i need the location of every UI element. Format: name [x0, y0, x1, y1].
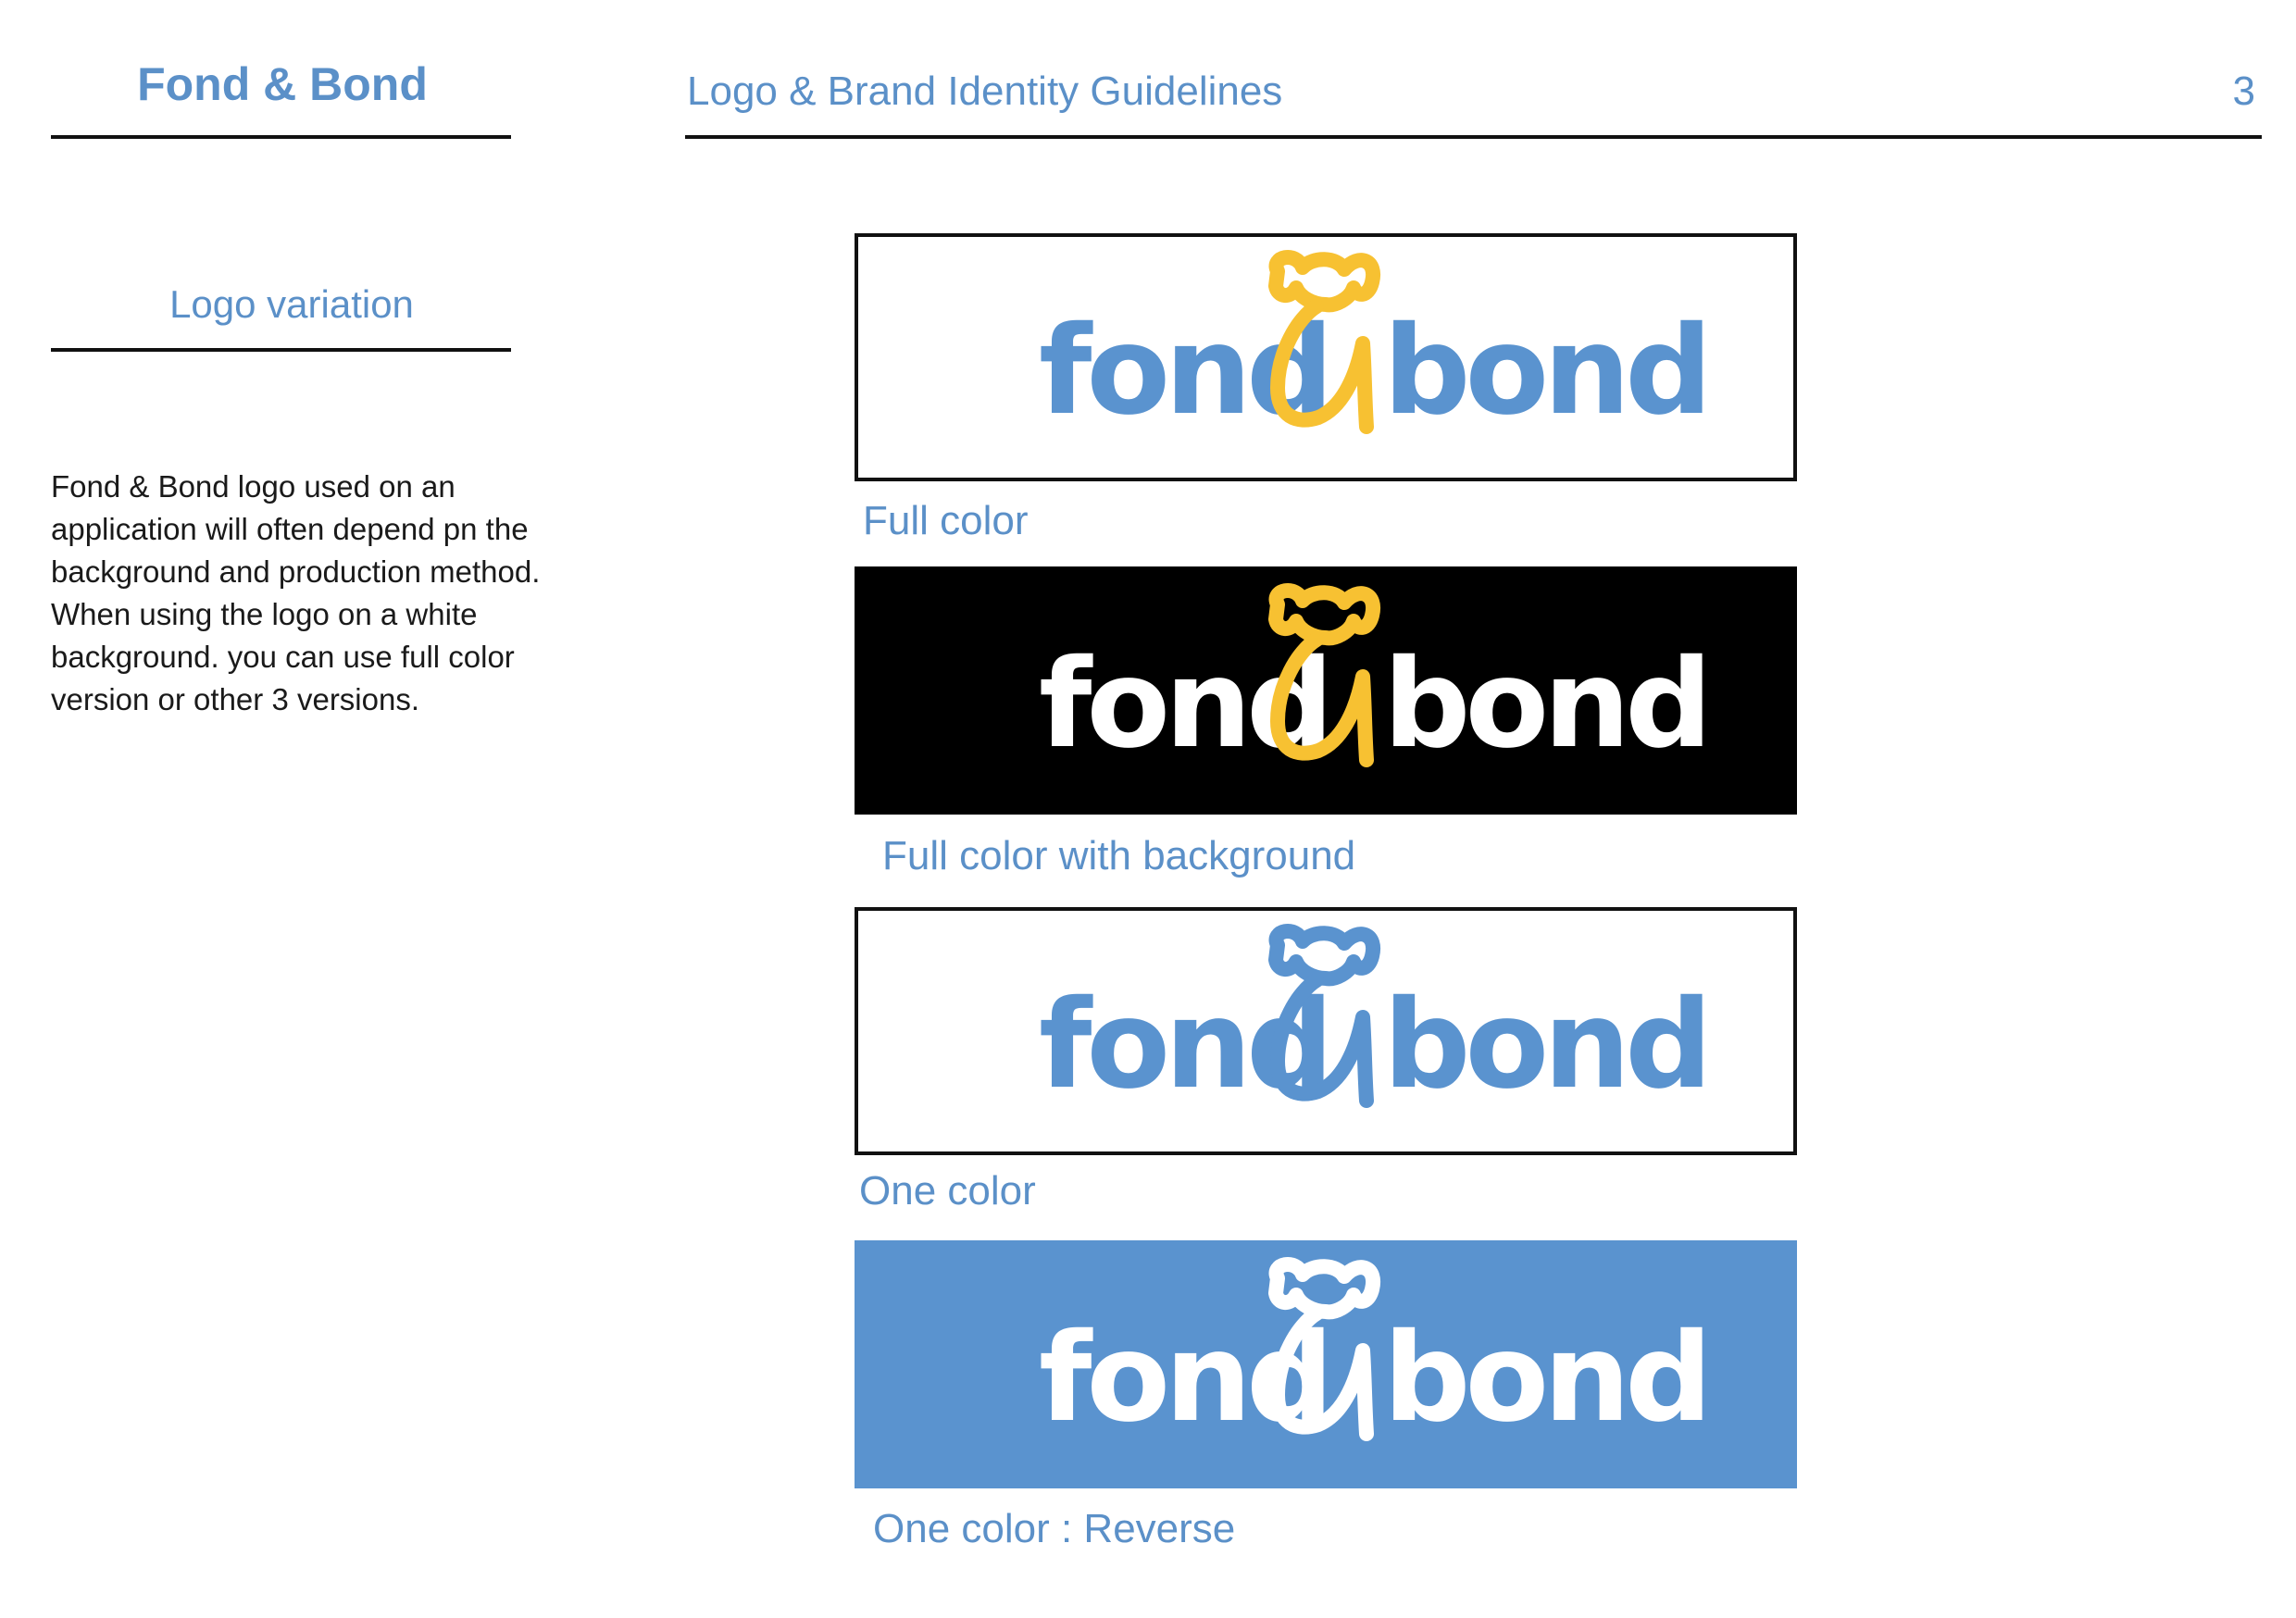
logo-word-left: fond — [1039, 974, 1329, 1116]
logo-word-right: bond — [1383, 1307, 1707, 1450]
description-text: Fond & Bond logo used on an application will often depend pn the background and production method. When using the logo on a white background. you can use full color version or other 3 versions. — [51, 469, 541, 716]
logo-panel-full-color — [855, 233, 1797, 481]
section-divider — [51, 348, 511, 352]
logo-word-right: bond — [1383, 974, 1707, 1116]
title-divider — [685, 135, 2262, 139]
page-number: 3 — [2232, 68, 2255, 114]
brand-name: Fond & Bond — [137, 58, 428, 110]
logo-full-color-background — [1039, 584, 1707, 797]
caption-full-color-background: Full color with background — [882, 833, 1356, 878]
logo-full-color — [1039, 251, 1707, 464]
document-title: Logo & Brand Identity Guidelines — [687, 68, 1283, 114]
logo-panel-one-color-reverse — [855, 1240, 1797, 1488]
logo-word-right: bond — [1383, 633, 1707, 776]
section-heading: Logo variation — [169, 282, 414, 326]
caption-full-color: Full color — [863, 498, 1029, 543]
logo-panel-one-color — [855, 907, 1797, 1155]
logo-panel-full-color-background — [855, 566, 1797, 815]
caption-one-color-reverse: One color : Reverse — [873, 1506, 1236, 1551]
logo-word-left: fond — [1039, 633, 1329, 776]
logo-one-color-reverse — [1039, 1258, 1707, 1471]
logo-word-right: bond — [1383, 300, 1707, 442]
caption-one-color: One color — [859, 1168, 1036, 1214]
brand-divider — [51, 135, 511, 139]
logo-word-left: fond — [1039, 300, 1329, 442]
logo-word-left: fond — [1039, 1307, 1329, 1450]
logo-one-color — [1039, 925, 1707, 1138]
